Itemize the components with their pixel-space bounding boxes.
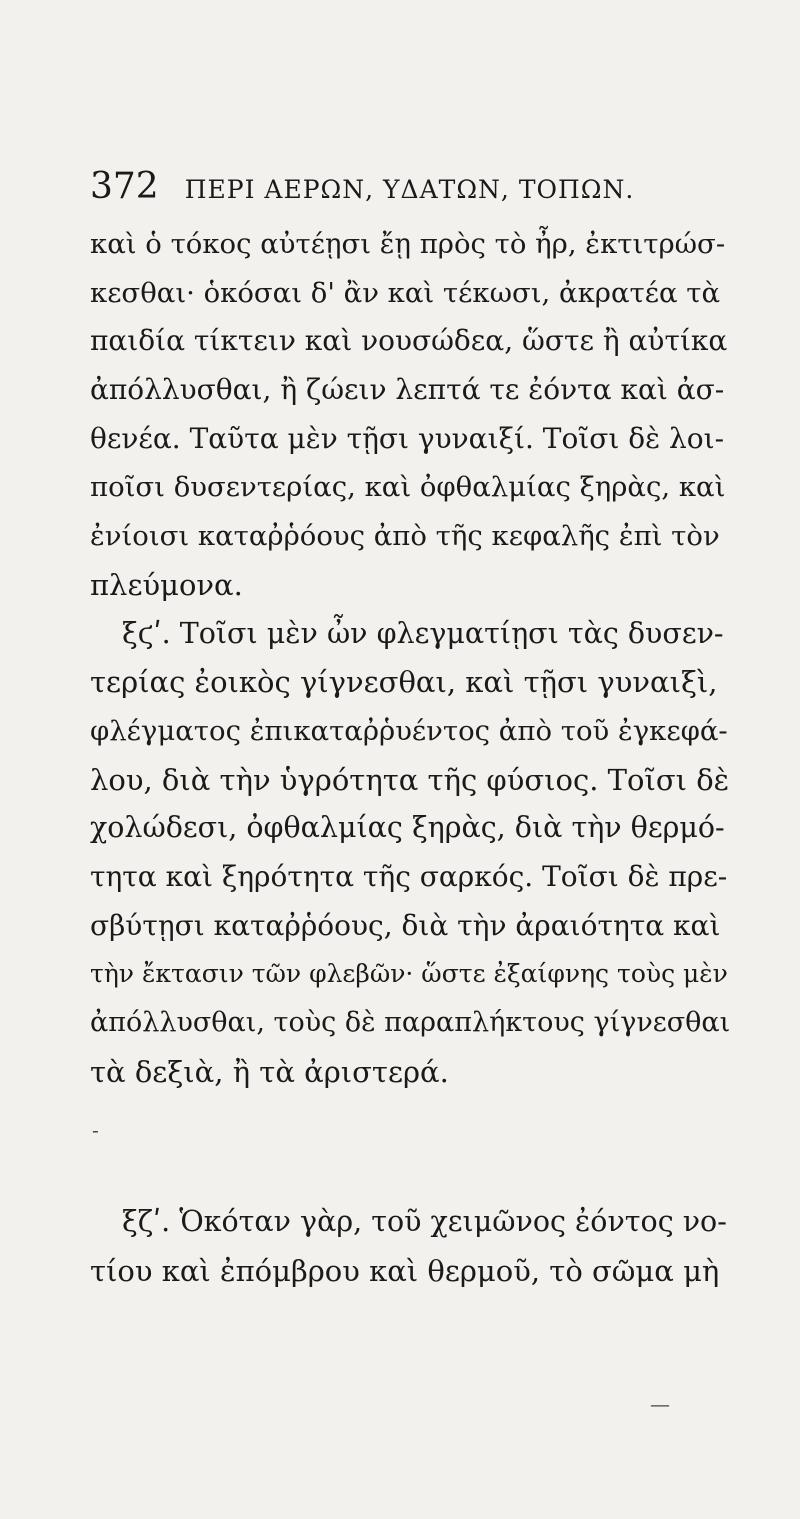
text-line: καὶ ὁ τόκος αὐτέῃσι ἔῃ πρὸς τὸ ἦρ, ἐκτιτρώσ- xyxy=(90,228,726,260)
text-line: κεσθαι· ὁκόσαι δ' ἂν καὶ τέκωσι, ἀκρατέα τὰ xyxy=(90,276,721,309)
page-header xyxy=(90,166,720,210)
section-gap xyxy=(90,1096,730,1198)
page-number: 372 xyxy=(90,166,159,207)
text-line: χολώδεσι, ὀφθαλμίας ξηρὰς, διὰ τὴν θερμό- xyxy=(90,811,725,845)
section-67 xyxy=(90,1198,730,1295)
section-first-line: ξϛʹ. Τοῖσι μὲν ὦν φλεγματίῃσι τὰς δυσεν- xyxy=(122,616,724,650)
text-line: ἀπόλλυσθαι, ἢ ζώειν λεπτά τε ἐόντα καὶ ἀσ- xyxy=(90,373,725,407)
text-line: ἐνίοισι καταῤῥόους ἀπὸ τῆς κεφαλῆς ἐπὶ τὸν xyxy=(90,520,720,553)
text-line: σβύτῃσι καταῤῥόους, διὰ τὴν ἀραιότητα καὶ xyxy=(90,908,721,942)
text-line: τίου καὶ ἐπόμβρου καὶ θερμοῦ, τὸ σῶμα μὴ xyxy=(90,1254,720,1289)
text-line: τὰ δεξιὰ, ἢ τὰ ἀριστερά. xyxy=(90,1054,449,1089)
text-line: τητα καὶ ξηρότητα τῆς σαρκός. Τοῖσι δὲ πρε- xyxy=(90,859,728,893)
text-line: λου, διὰ τὴν ὑγρότητα τῆς φύσιος. Τοῖσι δὲ xyxy=(90,762,730,797)
text-line: τερίας ἐοικὸς γίγνεσθαι, καὶ τῇσι γυναιξὶ, xyxy=(90,665,718,700)
text-line: πλεύμονα. xyxy=(90,567,243,602)
ink-mark: - xyxy=(92,1118,99,1142)
body-text xyxy=(90,220,730,1296)
running-head: ΠΕΡΙ ΑΕΡΩΝ, ΥΔΑΤΩΝ, ΤΟΠΩΝ. xyxy=(184,175,635,204)
text-line: φλέγματος ἐπικαταῤῥυέντος ἀπὸ τοῦ ἐγκεφά- xyxy=(90,714,728,747)
text-line: τὴν ἔκτασιν τῶν φλεβῶν· ὥστε ἐξαίφνης τοὺς μὲν xyxy=(90,959,728,989)
section-first-line: ξζʹ. Ὁκόταν γὰρ, τοῦ χειμῶνος ἐόντος νο- xyxy=(122,1205,727,1239)
section-66 xyxy=(90,610,730,1097)
ink-mark: — xyxy=(650,1392,670,1416)
text-line: θενέα. Ταῦτα μὲν τῇσι γυναιξί. Τοῖσι δὲ λοι- xyxy=(90,421,725,455)
paragraph-continuation xyxy=(90,220,730,610)
text-line: ποῖσι δυσεντερίας, καὶ ὀφθαλμίας ξηρὰς, καὶ xyxy=(90,471,726,504)
text-line: ἀπόλλυσθαι, τοὺς δὲ παραπλήκτους γίγνεσθαι xyxy=(90,1007,731,1038)
text-line: παιδία τίκτειν καὶ νουσώδεα, ὥστε ἢ αὐτίκα xyxy=(90,324,728,358)
